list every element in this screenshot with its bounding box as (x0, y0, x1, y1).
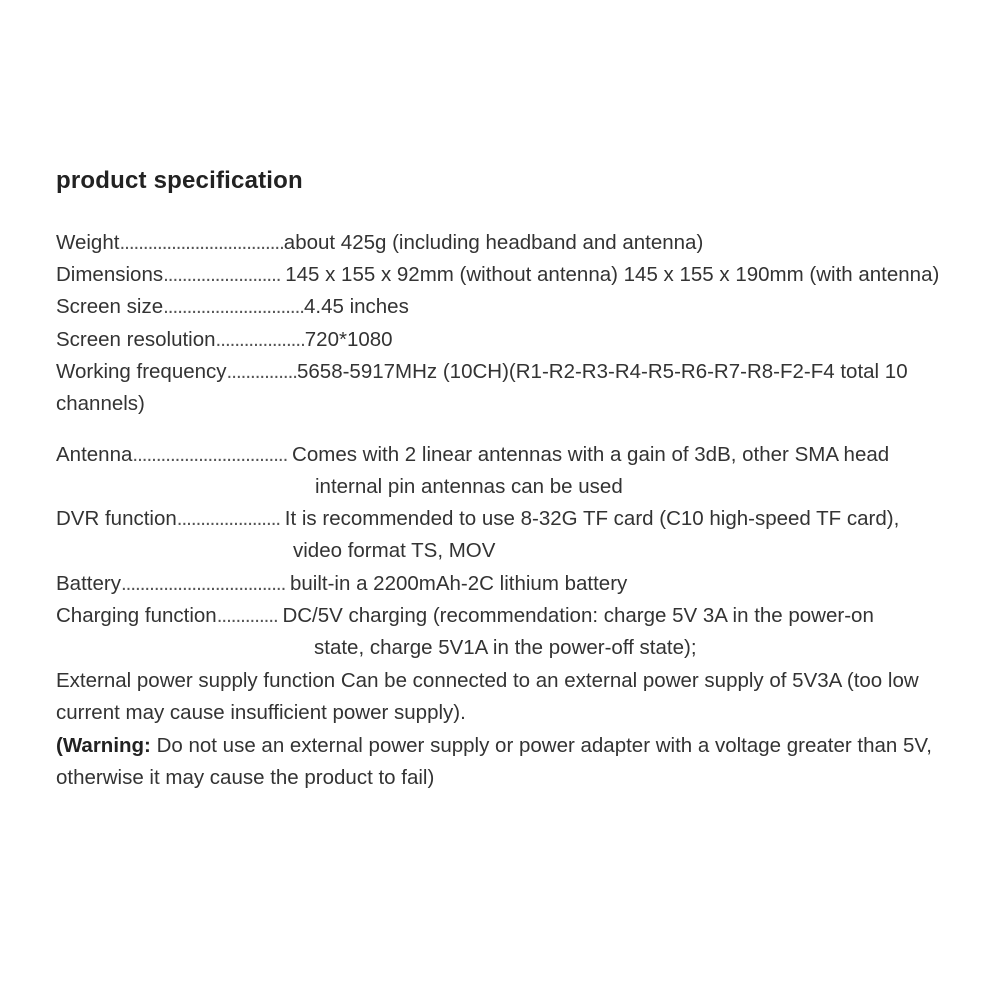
leader-dots: ......................... (163, 263, 286, 286)
leader-dots: ................................. (132, 443, 293, 466)
leader-dots: .............................. (163, 295, 304, 318)
warning-label: (Warning: (56, 734, 151, 757)
spec-row-dvr-function-continuation: video format TS, MOV (293, 539, 496, 562)
warning-line-1 (56, 734, 932, 758)
spec-value: about 425g (including headband and antenna) (283, 231, 704, 254)
spec-value: 720*1080 (304, 328, 393, 351)
spec-value: 145 x 155 x 92mm (without antenna) 145 x 155 x 190mm (with antenna) (285, 263, 940, 286)
spec-value: 4.45 inches (303, 295, 409, 318)
warning-text: Do not use an external power supply or power adapter with a voltage greater than 5V, (150, 734, 932, 757)
spec-row-dimensions (56, 263, 939, 287)
external-power-line-2: current may cause insufficient power supply). (56, 701, 466, 724)
spec-value: 5658-5917MHz (10CH)(R1-R2-R3-R4-R5-R6-R7-R8-F2-F4 total 10 (296, 360, 908, 383)
spec-row-antenna (56, 443, 889, 467)
spec-row-battery (56, 572, 627, 596)
spec-value: built-in a 2200mAh-2C lithium battery (290, 572, 628, 595)
external-power-line-1: External power supply function Can be connected to an external power supply of 5V3A (too low (56, 669, 919, 692)
leader-dots: ................................... (120, 572, 290, 595)
spec-label: DVR function (56, 507, 177, 530)
leader-dots: ............. (216, 604, 283, 627)
spec-row-screen-size (56, 295, 409, 319)
spec-value: It is recommended to use 8-32G TF card (C10 high-speed TF card), (284, 507, 900, 530)
page-title: product specification (56, 167, 303, 194)
spec-row-charging-function (56, 604, 874, 628)
leader-dots: ................... (215, 328, 305, 351)
leader-dots: ................................... (119, 231, 284, 254)
spec-row-weight (56, 231, 703, 255)
spec-row-screen-resolution (56, 328, 393, 352)
leader-dots: ...................... (176, 507, 285, 530)
spec-label: Antenna (56, 443, 133, 466)
spec-label: Dimensions (56, 263, 164, 286)
warning-line-2: otherwise it may cause the product to fail) (56, 766, 435, 789)
spec-value: Comes with 2 linear antennas with a gain of 3dB, other SMA head (292, 443, 890, 466)
spec-label: Screen resolution (56, 328, 216, 351)
spec-label: Screen size (56, 295, 164, 318)
spec-label: Battery (56, 572, 121, 595)
spec-label: Charging function (56, 604, 217, 627)
spec-row-dvr-function (56, 507, 899, 531)
leader-dots: ............... (226, 360, 297, 383)
spec-label: Weight (56, 231, 120, 254)
spec-value: DC/5V charging (recommendation: charge 5V 3A in the power-on (282, 604, 874, 627)
spec-row-working-frequency-continuation: channels) (56, 392, 145, 415)
spec-label: Working frequency (56, 360, 227, 383)
spec-row-antenna-continuation: internal pin antennas can be used (315, 475, 623, 498)
spec-row-charging-function-continuation: state, charge 5V1A in the power-off state); (314, 636, 697, 659)
spec-row-working-frequency (56, 360, 908, 384)
